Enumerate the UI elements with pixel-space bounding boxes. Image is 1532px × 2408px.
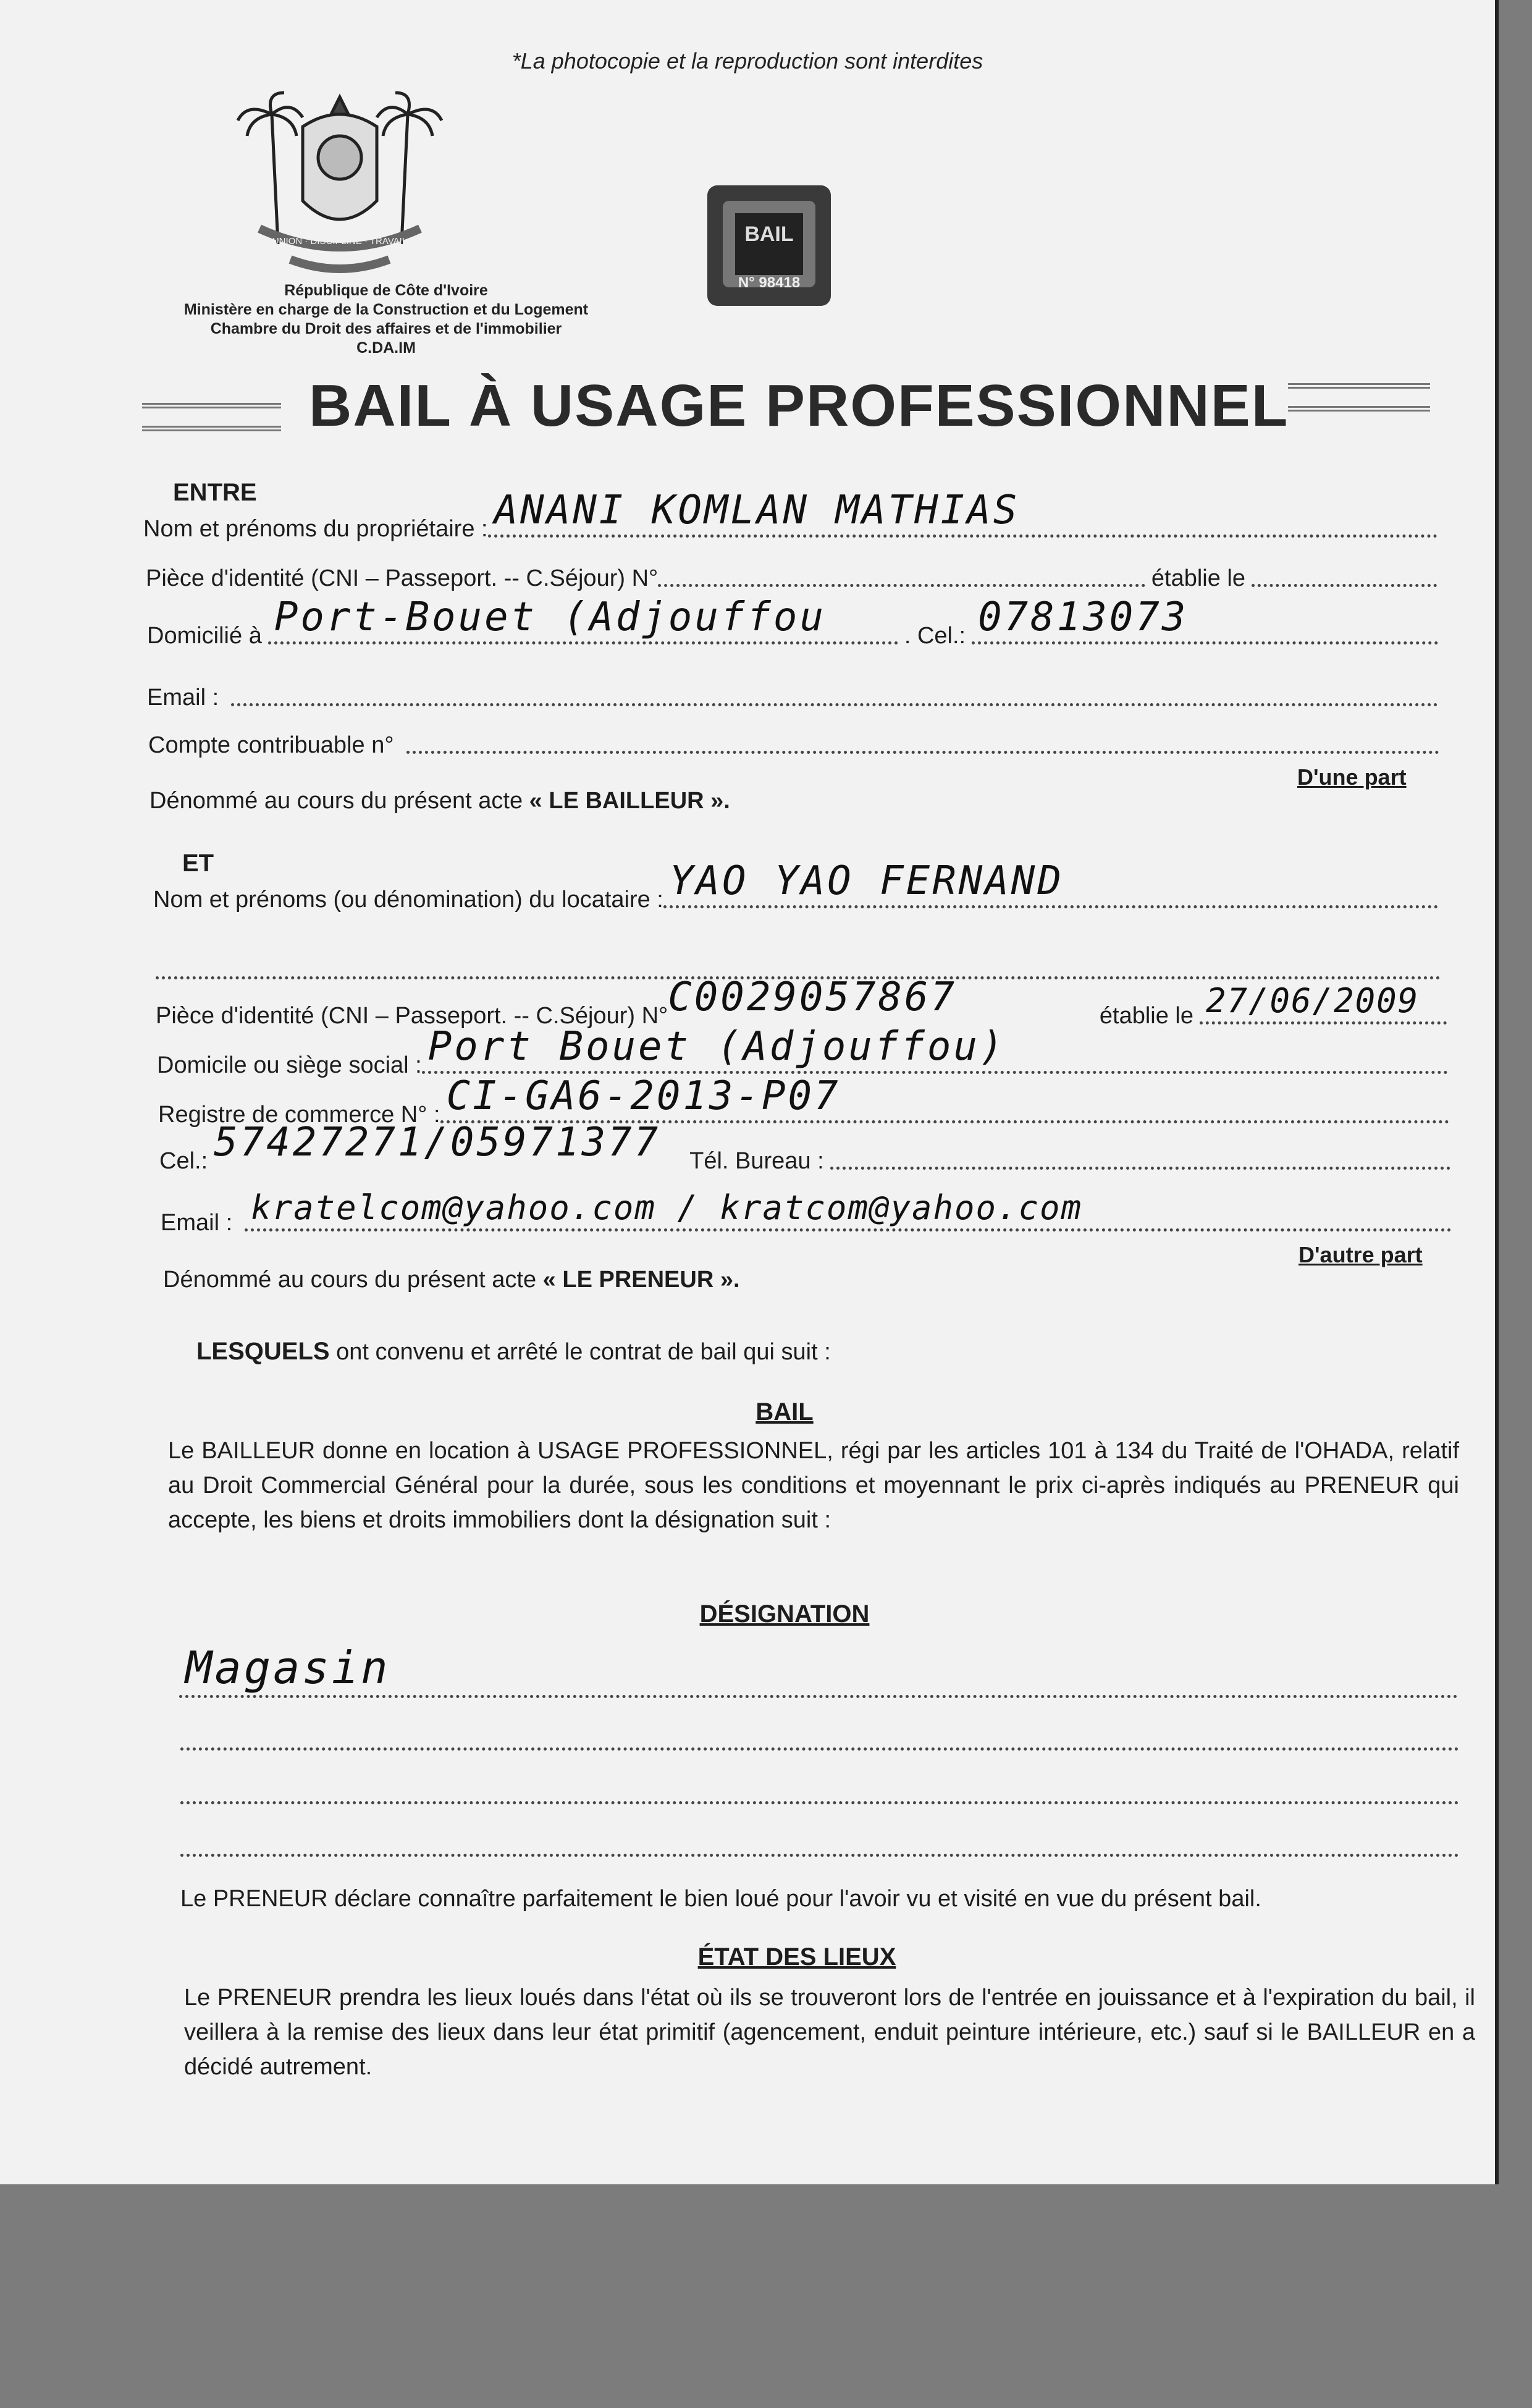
owner-domicile-label: Domicilié à <box>147 623 262 649</box>
tenant-cel-field[interactable] <box>214 1120 683 1170</box>
title-row <box>142 365 1439 439</box>
owner-cel-value: 07813073 <box>978 594 1189 640</box>
owner-domicile-field[interactable] <box>268 594 898 644</box>
bail-heading: BAIL <box>755 1398 814 1426</box>
tenant-email-value: kratelcom@yahoo.com / kratcom@yahoo.com <box>251 1188 1083 1227</box>
owner-email-field[interactable] <box>231 660 1438 706</box>
owner-name-value: ANANI KOMLAN MATHIAS <box>494 488 1020 533</box>
tenant-issued-field[interactable] <box>1200 978 1447 1024</box>
designation-line-3 <box>180 1801 1459 1804</box>
reproduction-notice: *La photocopie et la reproduction sont interdites <box>511 48 983 74</box>
designation-line-4 <box>180 1854 1459 1857</box>
owner-id-field[interactable] <box>658 541 1145 587</box>
tenant-seat-label: Domicile ou siège social : <box>157 1052 422 1078</box>
tenant-issued-label: établie le <box>1099 1003 1193 1029</box>
tenant-rc-label: Registre de commerce N° : <box>158 1102 440 1128</box>
lesquels-line <box>196 1338 831 1366</box>
tenant-cel-value: 57427271/05971377 <box>214 1120 661 1165</box>
tenant-rc-value: CI-GA6-2013-P07 <box>446 1073 841 1119</box>
owner-email-label: Email : <box>147 685 219 711</box>
owner-tax-label: Compte contribuable n° <box>148 732 394 758</box>
ministry-line: Ministère en charge de la Construction et du Logement <box>183 301 589 318</box>
owner-domicile-row <box>147 594 1438 652</box>
owner-domicile-value: Port-Bouet (Adjouffou <box>274 594 826 640</box>
tenant-seat-value: Port Bouet (Adjouffou) <box>427 1024 1006 1070</box>
document-title: BAIL À USAGE PROFESSIONNEL <box>309 373 1289 439</box>
stamp-text: BAIL <box>744 222 794 246</box>
owner-named-row <box>149 788 730 814</box>
tenant-name-field[interactable] <box>663 858 1438 908</box>
tenant-cel-row <box>159 1120 1450 1177</box>
tenant-name-label: Nom et prénoms (ou dénomination) du locataire : <box>153 887 663 913</box>
tenant-id-value: C0029057867 <box>668 974 958 1020</box>
stamp-number: N° 98418 <box>738 274 801 291</box>
owner-cel-field[interactable] <box>972 594 1438 644</box>
tenant-email-row <box>161 1188 1452 1239</box>
stamp-graphic <box>701 176 840 315</box>
coat-of-arms-emblem <box>235 90 445 294</box>
tenant-id-label: Pièce d'identité (CNI – Passeport. -- C.Séjour) N° <box>156 1003 668 1029</box>
tenant-tel-label: Tél. Bureau : <box>689 1148 824 1174</box>
etat-paragraph: Le PRENEUR prendra les lieux loués dans l'état où ils se trouveront lors de l'entrée en jouissance et à l'expiration du bail, il veillera à la remise des lieux dans leur état primitif (agencement, enduit peinture intérieure, etc.) sauf si le BAILLEUR en a décidé autrement. <box>184 1985 1475 2080</box>
ministry-line: Chambre du Droit des affaires et de l'immobilier <box>210 320 562 337</box>
tenant-tel-field[interactable] <box>830 1123 1450 1170</box>
tenant-cel-label: Cel.: <box>159 1148 208 1174</box>
d-autre-part-label: D'autre part <box>1298 1242 1423 1267</box>
section-et: ET <box>182 850 214 877</box>
section-entre: ENTRE <box>173 479 257 506</box>
tenant-email-field[interactable] <box>245 1185 1452 1231</box>
ministry-block <box>93 281 680 358</box>
tenant-seat-field[interactable] <box>422 1024 1448 1074</box>
lesquels-bold: LESQUELS <box>196 1338 330 1365</box>
tenant-name-row <box>153 858 1438 916</box>
designation-value: Magasin <box>185 1642 390 1694</box>
ministry-line: C.DA.IM <box>356 339 416 357</box>
title-rule-left <box>142 403 281 431</box>
tenant-named-prefix: Dénommé au cours du présent acte <box>163 1267 537 1293</box>
emblem-motto: UNION · DISCIPLINE · TRAVAIL <box>272 236 408 247</box>
tenant-named-value: « LE PRENEUR ». <box>542 1267 740 1293</box>
owner-named-value: « LE BAILLEUR ». <box>529 788 730 814</box>
owner-named-prefix: Dénommé au cours du présent acte <box>149 788 523 814</box>
tenant-issued-value: 27/06/2009 <box>1206 981 1420 1020</box>
owner-tax-row <box>148 718 1439 761</box>
owner-issued-label: établie le <box>1151 565 1245 591</box>
designation-field[interactable] <box>179 1639 1458 1698</box>
designation-line-2 <box>180 1747 1459 1751</box>
lesquels-rest: ont convenu et arrêté le contrat de bail qui suit : <box>336 1339 831 1365</box>
designation-heading: DÉSIGNATION <box>699 1600 870 1628</box>
tenant-name-value: YAO YAO FERNAND <box>669 858 1064 904</box>
tenant-rc-field[interactable] <box>440 1073 1449 1123</box>
declaration-paragraph: Le PRENEUR déclare connaître parfaitement le bien loué pour l'avoir vu et visité en vue du présent bail. <box>180 1886 1261 1912</box>
security-stamp <box>701 176 840 315</box>
owner-id-row <box>146 551 1437 594</box>
title-rule-right <box>1288 383 1430 412</box>
tenant-email-label: Email : <box>161 1210 233 1236</box>
owner-cel-label: . Cel.: <box>904 623 966 649</box>
tenant-named-row <box>163 1267 740 1293</box>
owner-name-field[interactable] <box>488 488 1437 538</box>
owner-issued-field[interactable] <box>1252 541 1437 587</box>
tenant-id-field[interactable] <box>668 974 1093 1024</box>
etat-heading: ÉTAT DES LIEUX <box>697 1943 896 1971</box>
ministry-line: République de Côte d'Ivoire <box>284 282 488 299</box>
owner-name-label: Nom et prénoms du propriétaire : <box>143 516 488 542</box>
designation-row <box>179 1642 1458 1705</box>
owner-id-label: Pièce d'identité (CNI – Passeport. -- C.Séjour) N° <box>146 565 659 591</box>
bail-paragraph: Le BAILLEUR donne en location à USAGE PROFESSIONNEL, régi par les articles 101 à 134 du Traité de l'OHADA, relatif au Droit Commercial Général pour la durée, sous les conditions et moyennant le prix ci-après indiqués au PRENEUR qui accepte, les biens et droits immobiliers dont la désignation suit : <box>168 1438 1459 1533</box>
d-une-part-label: D'une part <box>1297 764 1407 790</box>
owner-tax-field[interactable] <box>406 708 1439 754</box>
